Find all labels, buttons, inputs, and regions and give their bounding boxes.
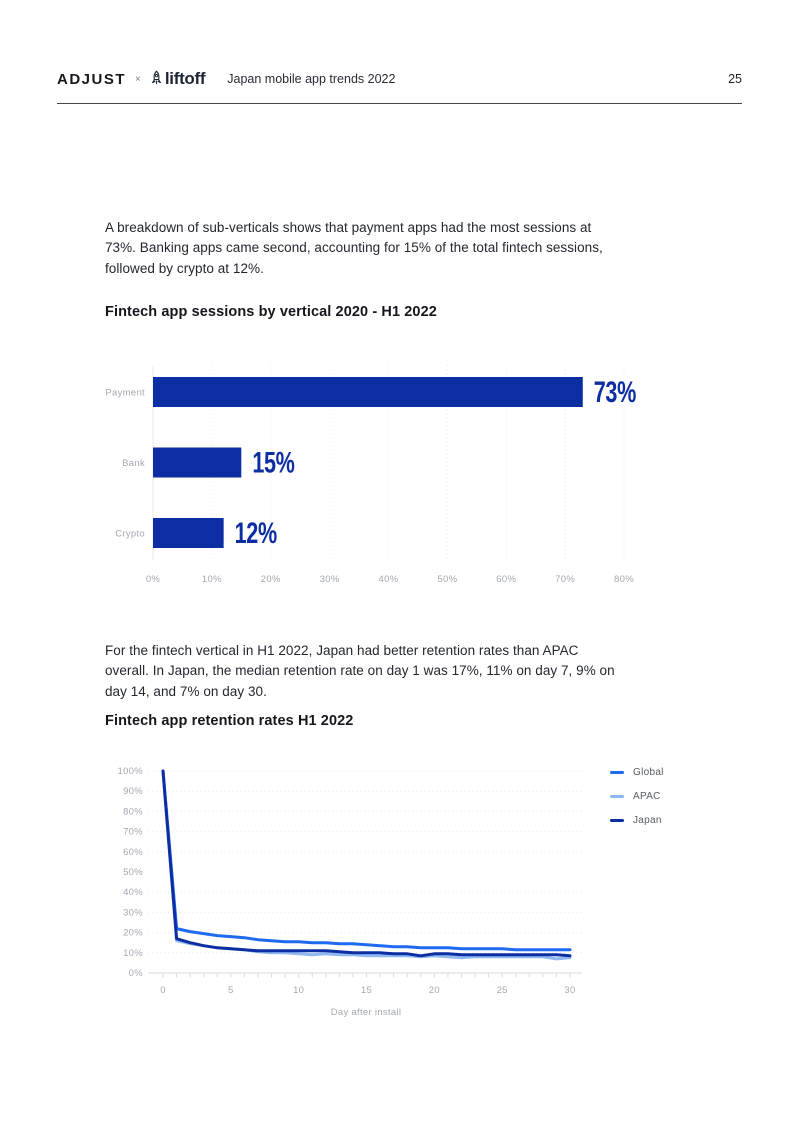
bar-x-tick-label: 50% bbox=[437, 574, 458, 585]
legend-dash-icon bbox=[610, 819, 624, 822]
legend-item-global bbox=[610, 766, 664, 778]
bar-category-label: Payment bbox=[105, 387, 145, 399]
chart-legend bbox=[610, 766, 664, 838]
line-x-tick-label: 25 bbox=[496, 985, 508, 996]
line-y-tick-label: 80% bbox=[123, 806, 143, 818]
legend-label: Japan bbox=[633, 814, 662, 826]
line-y-tick-label: 10% bbox=[123, 947, 143, 959]
page-header bbox=[57, 66, 742, 92]
line-x-tick-label: 0 bbox=[160, 985, 166, 996]
bar-x-tick-label: 70% bbox=[555, 574, 576, 585]
retention-line-chart bbox=[95, 748, 655, 1038]
bar-x-tick-label: 40% bbox=[378, 574, 399, 585]
bar-value-label: 15% bbox=[252, 444, 295, 480]
bar-payment bbox=[153, 377, 583, 407]
bar-category-label: Crypto bbox=[115, 528, 145, 540]
rocket-icon bbox=[150, 70, 163, 88]
bar-chart-title: Fintech app sessions by vertical 2020 - H1 2022 bbox=[105, 304, 437, 320]
series-line-apac bbox=[163, 771, 570, 959]
sessions-bar-chart bbox=[95, 355, 655, 595]
bar-x-tick-label: 20% bbox=[260, 574, 281, 585]
line-y-tick-label: 70% bbox=[123, 826, 143, 838]
bar-crypto bbox=[153, 518, 224, 548]
page-number: 25 bbox=[728, 72, 742, 86]
sessions-paragraph: A breakdown of sub-verticals shows that payment apps had the most sessions at 73%. Banking apps came second, accounting for 15% of the total fintech sessions, followed by crypto at 12%. bbox=[105, 219, 603, 276]
line-x-tick-label: 15 bbox=[360, 985, 373, 996]
liftoff-logo bbox=[150, 69, 205, 89]
line-x-tick-label: 10 bbox=[293, 985, 305, 996]
line-x-tick-label: 20 bbox=[428, 985, 440, 996]
line-y-tick-label: 0% bbox=[128, 968, 143, 979]
bar-category-label: Bank bbox=[122, 458, 145, 469]
line-y-tick-label: 90% bbox=[123, 786, 143, 798]
legend-item-apac bbox=[610, 790, 664, 802]
legend-label: APAC bbox=[633, 790, 661, 802]
line-x-tick-label: 30 bbox=[564, 985, 576, 996]
bar-value-label: 12% bbox=[234, 515, 277, 550]
line-y-tick-label: 60% bbox=[123, 846, 143, 858]
series-line-global bbox=[163, 771, 570, 950]
bar-x-tick-label: 0% bbox=[145, 574, 161, 585]
line-x-axis-label: Day after install bbox=[330, 1007, 402, 1018]
bar-x-tick-label: 60% bbox=[496, 574, 517, 585]
bar-x-tick-label: 80% bbox=[614, 574, 634, 585]
header-divider bbox=[57, 103, 742, 104]
legend-dash-icon bbox=[610, 771, 624, 774]
bar-x-tick-label: 10% bbox=[201, 574, 222, 585]
series-line-japan bbox=[163, 771, 570, 956]
bar-x-tick-label: 30% bbox=[319, 574, 340, 585]
adjust-logo: ADJUST bbox=[57, 70, 127, 88]
brand-separator: × bbox=[135, 73, 141, 85]
legend-label: Global bbox=[633, 766, 664, 778]
line-x-tick-label: 5 bbox=[228, 985, 234, 996]
retention-paragraph: For the fintech vertical in H1 2022, Japan had better retention rates than APAC overall. In Japan, the median retention rate on day 1 was 17%, 11% on day 7, 9% on day 14, and 7% on day 30. bbox=[105, 642, 615, 699]
document-title: Japan mobile app trends 2022 bbox=[227, 72, 396, 86]
bar-bank bbox=[153, 448, 241, 478]
liftoff-wordmark: liftoff bbox=[164, 69, 206, 88]
line-y-tick-label: 50% bbox=[123, 867, 143, 878]
line-y-tick-label: 100% bbox=[117, 766, 143, 777]
legend-item-japan bbox=[610, 814, 664, 826]
line-y-tick-label: 30% bbox=[123, 907, 143, 919]
line-chart-title: Fintech app retention rates H1 2022 bbox=[105, 713, 354, 729]
line-y-tick-label: 40% bbox=[123, 887, 143, 899]
bar-value-label: 73% bbox=[593, 374, 636, 409]
line-y-tick-label: 20% bbox=[123, 927, 143, 939]
legend-dash-icon bbox=[610, 795, 624, 798]
